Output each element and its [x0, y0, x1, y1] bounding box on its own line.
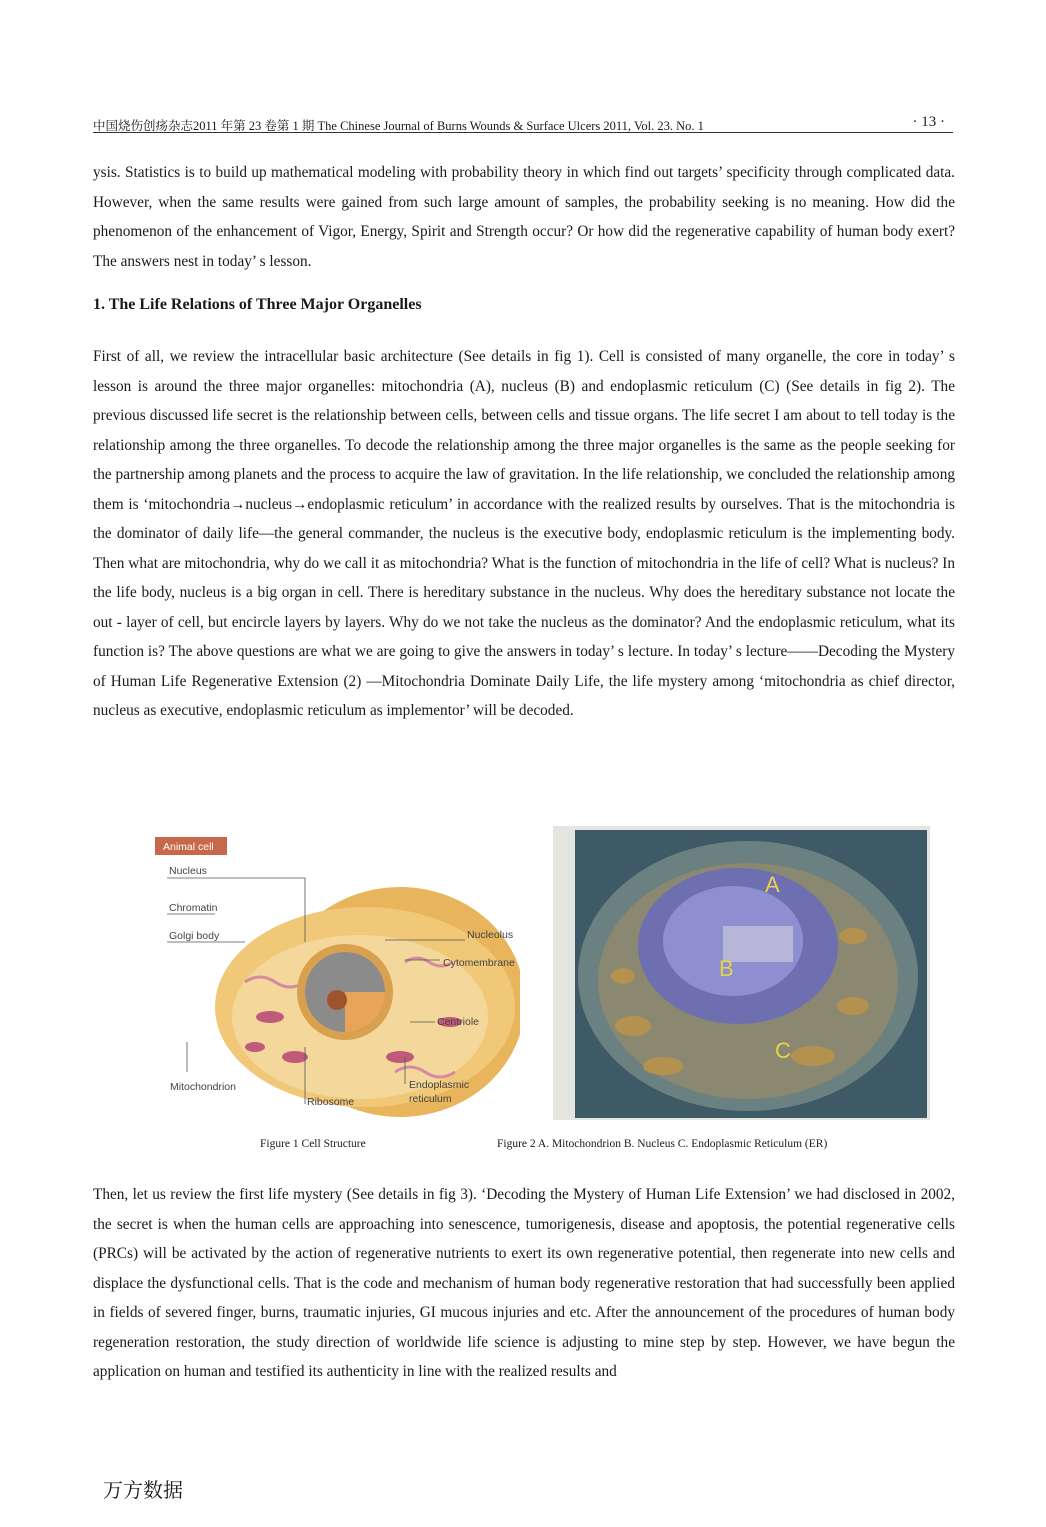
nucleolus-shape	[327, 990, 347, 1010]
page-number: · 13 ·	[912, 114, 945, 130]
paragraph-organelles: First of all, we review the intracellular basic architecture (See details in fig 1). Cell is consisted of many organelle, the core in today’ s lesson is around the three major organelles: mitochondria (A), nucleus (B) and endoplasmic reticulum (C) (See details in fig 2). The previous discussed life secret is the relationship between cells, between cells and tissue organs. The life secret I am about to tell today is the relationship among the three organelles. To decode the relationship among the three major organelles is the same as the people seeking for the partnership among planets and the process to acquire the law of gravitation. In the life relationship, we concluded the relationship among them is ‘mitochondria→nucleus→endoplasmic reticulum’ in accordance with the realized results by ourselves. That is the mitochondria is the dominator of daily life—the general commander, the nucleus is the executive body, endoplasmic reticulum is the implementing body. Then what are mitochondria, why do we call it as mitochondria? What is the function of mitochondria in the life of cell? What is nucleus? In the life body, nucleus is a big organ in cell. There is hereditary substance in the nucleus. Why does the hereditary substance not locate the out - layer of cell, but encircle layers by layers. Why do we not take the nucleus as the dominator? And the endoplasmic reticulum, what its function is? The above questions are what we are going to give the answers in today’ s lecture. In today’ s lecture——Decoding the Mystery of Human Life Regenerative Extension (2) —Mitochondria Dominate Daily Life, the life mystery among ‘mitochondria as chief director, nucleus as executive, endoplasmic reticulum as implementor’ will be decoded.	[93, 348, 955, 719]
label-nucleolus: Nucleolus	[467, 929, 514, 941]
figure-2-cell-photo	[553, 826, 930, 1120]
animal-cell-tag-text: Animal cell	[163, 841, 214, 853]
cell-diagram-svg	[155, 832, 520, 1117]
label-ribosome: Ribosome	[307, 1096, 355, 1108]
label-endoplasmic: Endoplasmic	[409, 1079, 470, 1091]
paragraph-first-mystery: Then, let us review the first life mystery (See details in fig 3). ‘Decoding the Mystery of Human Life Extension’ we had disclosed in 2002, the secret is when the human cells are approaching into senescence, tumorigenesis, disease and apoptosis, the potential regenerative cells (PRCs) will be activated by the action of regenerative nutrients to exert its own regenerative potential, then regenerate into new cells and displace the dysfunctional cells. That is the code and mechanism of human body regenerative restoration that had successfully been applied in fields of severed finger, burns, traumatic injuries, GI mucous injuries and etc. After the announcement of the procedures of human body regeneration restoration, the study direction of worldwide life science is adjusting to mine step by step. However, we have begun the application on human and testified its authenticity in line with the realized results and	[93, 1186, 955, 1380]
label-mitochondrion: Mitochondrion	[170, 1081, 236, 1093]
section-heading: 1. The Life Relations of Three Major Organelles	[93, 296, 422, 313]
label-nucleus: Nucleus	[169, 865, 207, 877]
cell-photo-svg	[553, 826, 930, 1120]
figure-1-cell-diagram	[155, 832, 520, 1117]
label-reticulum: reticulum	[409, 1093, 452, 1105]
journal-title: 中国烧伤创疡杂志2011 年第 23 卷第 1 期 The Chinese Journal of Burns Wounds & Surface Ulcers 2011, Vol. 23. No. 1	[93, 119, 704, 133]
figure-2-caption: Figure 2 A. Mitochondrion B. Nucleus C. Endoplasmic Reticulum (ER)	[497, 1138, 828, 1150]
label-centriole: Centriole	[437, 1016, 480, 1028]
label-chromatin: Chromatin	[169, 902, 218, 914]
label-c-endoplasmic-reticulum: C	[775, 1038, 791, 1063]
label-a-mitochondrion: A	[765, 872, 780, 897]
footer-watermark: 万方数据	[103, 1478, 183, 1502]
label-cytomembrane: Cytomembrane	[443, 957, 515, 969]
running-header	[93, 114, 953, 136]
label-golgi-body: Golgi body	[169, 930, 220, 942]
figure-1-caption: Figure 1 Cell Structure	[260, 1138, 366, 1150]
label-b-nucleus: B	[719, 956, 734, 981]
paragraph-intro: ysis. Statistics is to build up mathematical modeling with probability theory in which find out targets’ specificity through complicated data. However, when the same results were gained from such large amount of samples, the probability seeking is no meaning. How did the phenomenon of the enhancement of Vigor, Energy, Spirit and Strength occur? Or how did the regenerative capability of human body exert? The answers nest in today’ s lesson.	[93, 164, 955, 270]
header-rule	[93, 132, 953, 133]
